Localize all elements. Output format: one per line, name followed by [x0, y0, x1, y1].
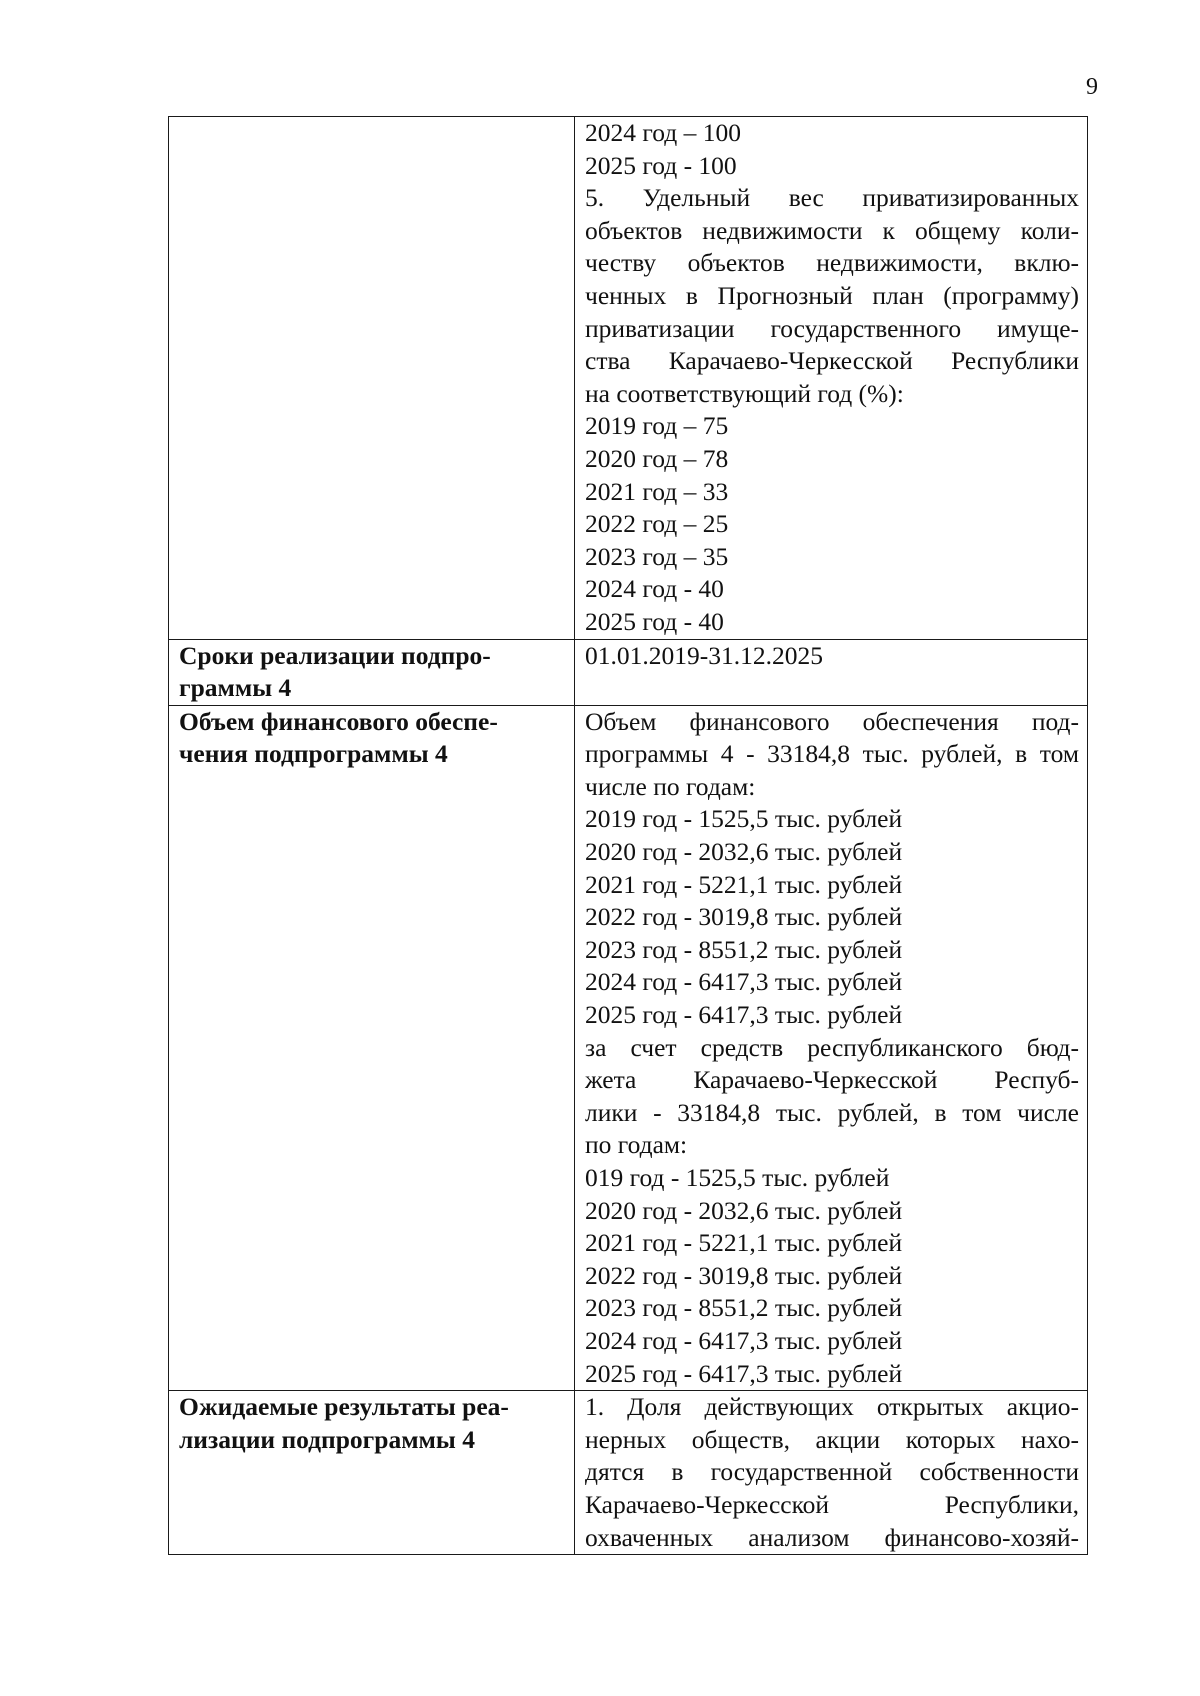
- row-value-line: 2023 год - 8551,2 тыс. рублей: [585, 1293, 903, 1323]
- row-value-line: 2024 год - 6417,3 тыс. рублей: [585, 1325, 903, 1355]
- row-value-line: 1. Доля действующих открытых акцио-: [585, 1392, 1079, 1422]
- table-row: [169, 705, 1088, 1390]
- table-row: [169, 639, 1088, 705]
- row-label-cell: [169, 705, 575, 1390]
- row-label-cell: [169, 117, 575, 640]
- row-value-line: честву объектов недвижимости, вклю-: [585, 248, 1079, 278]
- row-label-cell: [169, 1391, 575, 1555]
- row-value-line: 2020 год – 78: [585, 443, 729, 473]
- row-value-line: 2021 год - 5221,1 тыс. рублей: [585, 869, 903, 899]
- row-label-line: Объем финансового обеспе-: [179, 706, 498, 736]
- row-label-line: Сроки реализации подпро-: [179, 640, 491, 670]
- row-value-line: 2021 год - 5221,1 тыс. рублей: [585, 1228, 903, 1258]
- row-value-line: нерных обществ, акции которых нахо-: [585, 1424, 1079, 1454]
- row-value-line: объектов недвижимости к общему коли-: [585, 215, 1079, 245]
- row-value-line: 2024 год - 40: [585, 574, 724, 604]
- row-label-line: граммы 4: [179, 673, 292, 703]
- table-row: [169, 1391, 1088, 1555]
- row-value-line: 2019 год - 1525,5 тыс. рублей: [585, 804, 903, 834]
- program-passport-table: [168, 116, 1088, 1555]
- row-label-cell: [169, 639, 575, 705]
- row-value-line: лики - 33184,8 тыс. рублей, в том числе: [585, 1097, 1079, 1127]
- row-value-line: 2022 год - 3019,8 тыс. рублей: [585, 902, 903, 932]
- row-value-line: 2019 год – 75: [585, 411, 729, 441]
- row-value-line: числе по годам:: [585, 771, 756, 801]
- row-value-cell: [575, 1391, 1088, 1555]
- row-value-line: 019 год - 1525,5 тыс. рублей: [585, 1163, 890, 1192]
- row-value-line: 2025 год - 6417,3 тыс. рублей: [585, 1000, 903, 1030]
- row-value-line: приватизации государственного имуще-: [585, 313, 1079, 343]
- row-value-line: 2020 год - 2032,6 тыс. рублей: [585, 837, 903, 867]
- row-value-line: Объем финансового обеспечения под-: [585, 706, 1079, 736]
- row-value-line: 2025 год - 100: [585, 150, 737, 180]
- row-value-line: на соответствующий год (%):: [585, 378, 904, 408]
- row-value-line: жета Карачаево-Черкесской Респуб-: [585, 1065, 1079, 1095]
- row-value-line: по годам:: [585, 1130, 688, 1160]
- row-label-line: Ожидаемые результаты реа-: [179, 1392, 509, 1422]
- row-value-line: за счет средств республиканского бюд-: [585, 1032, 1079, 1062]
- table-row: [169, 117, 1088, 640]
- row-label-line: лизации подпрограммы 4: [179, 1424, 475, 1454]
- row-value-line: 2025 год - 40: [585, 606, 724, 636]
- row-value-line: 2024 год – 100: [585, 118, 741, 147]
- row-value-cell: [575, 705, 1088, 1390]
- row-value-line: ства Карачаево-Черкесской Республики: [585, 346, 1079, 376]
- row-value-line: 2022 год – 25: [585, 509, 729, 539]
- row-value-line: 2022 год - 3019,8 тыс. рублей: [585, 1260, 903, 1290]
- page-number: 9: [1086, 74, 1098, 100]
- row-value-line: 2023 год - 8551,2 тыс. рублей: [585, 934, 903, 964]
- row-value-line: 2021 год – 33: [585, 476, 729, 506]
- row-value-line: охваченных анализом финансово-хозяй-: [585, 1522, 1079, 1552]
- row-value-line: 01.01.2019-31.12.2025: [585, 640, 823, 670]
- row-value-line: 2024 год - 6417,3 тыс. рублей: [585, 967, 903, 997]
- row-value-cell: [575, 117, 1088, 640]
- row-value-line: 5. Удельный вес приватизированных: [585, 183, 1079, 213]
- row-value-line: 2025 год - 6417,3 тыс. рублей: [585, 1358, 903, 1388]
- row-value-line: программы 4 - 33184,8 тыс. рублей, в том: [585, 739, 1079, 769]
- row-value-line: ченных в Прогнозный план (программу): [585, 280, 1079, 310]
- row-value-line: 2023 год – 35: [585, 541, 729, 571]
- row-value-line: 2020 год - 2032,6 тыс. рублей: [585, 1195, 903, 1225]
- row-value-line: дятся в государственной собственности: [585, 1457, 1079, 1487]
- row-value-cell: [575, 639, 1088, 705]
- row-label-line: чения подпрограммы 4: [179, 739, 448, 769]
- table-body: [169, 117, 1088, 1555]
- row-value-line: Карачаево-Черкесской Республики,: [585, 1489, 1079, 1519]
